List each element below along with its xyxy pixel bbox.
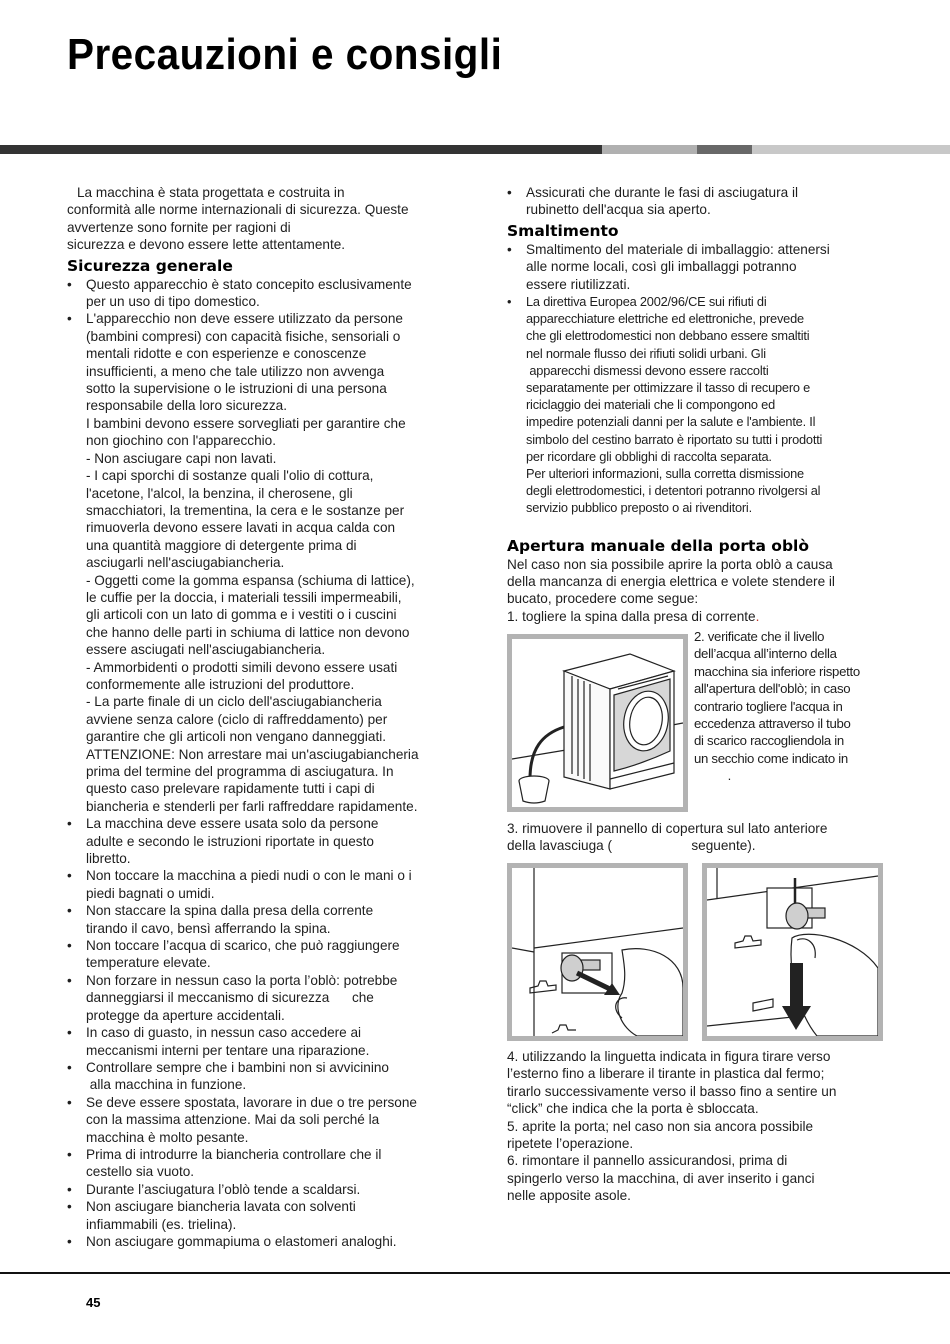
item-line: garantire che gli articoli non vengano danneggiati. — [86, 729, 387, 745]
item-line: Non asciugare gommapiuma o elastomeri analoghi. — [86, 1233, 397, 1249]
footer-rule — [0, 1272, 950, 1274]
item-line: L'apparecchio non deve essere utilizzato da persone — [86, 311, 403, 327]
item-line: alle norme locali, così gli imballaggi potranno — [526, 259, 797, 275]
bullet-icon: • — [67, 868, 72, 884]
item-line: le cuffie per la doccia, i materiali tessili impermeabili, — [86, 589, 402, 605]
item-line: (bambini compresi) con capacità fisiche, sensoriali o — [86, 328, 401, 344]
item-line: protegge da aperture accidentali. — [86, 1007, 285, 1023]
bullet-icon: • — [67, 276, 72, 292]
header-bar-dark — [0, 145, 602, 154]
item-line: Per ulteriori informazioni, sulla corretta dismissione — [526, 466, 804, 482]
step-line: tirarlo successivamente verso il basso fino a sentire un — [507, 1083, 837, 1099]
section-title-door-opening: Apertura manuale della porta oblò — [507, 536, 810, 555]
list-item — [67, 1233, 467, 1250]
pull-tab-down-illustration — [707, 868, 878, 1036]
item-line: questo caso prelevare rapidamente tutti i capi di — [86, 781, 375, 797]
door-intro-line: della mancanza di energia elettrica e volete stendere il — [507, 574, 835, 590]
item-line: una quantità maggiore di detergente prima di — [86, 537, 357, 553]
item-line: essere riutilizzati. — [526, 276, 631, 292]
item-line: conformemente alle istruzioni del produttore. — [86, 676, 355, 692]
step-2-line: di scarico raccogliendola in — [694, 733, 844, 749]
item-line: per ricordare gli obblighi di raccolta separata. — [526, 448, 772, 464]
item-line: prima del termine del programma di asciugatura. In — [86, 764, 394, 779]
item-line: I bambini devono essere sorvegliati per garantire che — [86, 415, 406, 431]
item-line: meccanismi interni per tentare una riparazione. — [86, 1042, 370, 1058]
door-intro — [507, 556, 887, 626]
list-item — [507, 293, 887, 517]
item-line: macchina è molto pesante. — [86, 1129, 249, 1145]
item-line: avviene senza calore (ciclo di raffreddamento) per — [86, 711, 388, 727]
list-item — [67, 276, 467, 311]
pull-tab-outward-illustration — [512, 868, 683, 1036]
bullet-icon: • — [507, 185, 512, 200]
item-line: Assicurati che durante le fasi di asciugatura il — [526, 185, 799, 200]
step-2-line: contrario togliere l'acqua in — [694, 698, 843, 714]
item-line: cestello sia vuoto. — [86, 1164, 195, 1180]
header-bar-mid — [697, 145, 752, 154]
item-line: temperature elevate. — [86, 955, 211, 971]
washing-machine-illustration — [512, 639, 683, 807]
item-line: Non forzare in nessun caso la porta l’oblò: potrebbe — [86, 972, 398, 988]
bullet-icon: • — [507, 294, 512, 310]
step-line: spingerlo verso la macchina, di aver inserito i ganci — [507, 1170, 815, 1186]
list-item — [67, 1094, 467, 1146]
item-line: adulte e secondo le istruzioni riportate in questo — [86, 833, 374, 849]
item-line: - I capi sporchi di sostanze quali l'olio di cottura, — [86, 468, 374, 484]
list-item — [67, 1024, 467, 1059]
item-line: mentali ridotte e con esperienze e conoscenze — [86, 346, 367, 362]
item-line: tirando il cavo, bensì afferrando la spina. — [86, 920, 331, 936]
list-item — [67, 867, 467, 902]
item-line: ATTENZIONE: Non arrestare mai un'asciugabiancheria — [86, 746, 419, 762]
item-line: non giochino con l'apparecchio. — [86, 433, 277, 449]
step-line: 4. utilizzando la linguetta indicata in figura tirare verso — [507, 1049, 831, 1064]
bullet-icon: • — [67, 938, 72, 954]
item-line: apparecchi dismessi devono essere raccolti — [526, 362, 769, 378]
item-line: Controllare sempre che i bambini non si avvicinino — [86, 1059, 389, 1075]
item-line: libretto. — [86, 851, 131, 867]
list-item — [67, 1181, 467, 1198]
item-line: piedi bagnati o umidi. — [86, 885, 215, 901]
section-title-general-safety: Sicurezza generale — [67, 256, 233, 275]
figure-pull-tab-out — [507, 863, 688, 1041]
step-2-line: dell’acqua all’interno della — [694, 646, 837, 662]
item-line: Durante l’asciugatura l’oblò tende a scaldarsi. — [86, 1181, 361, 1197]
step-2 — [694, 628, 889, 785]
item-line: sotto la supervisione o le istruzioni di una persona — [86, 381, 387, 397]
item-line: per un uso di tipo domestico. — [86, 294, 260, 310]
list-item — [67, 815, 467, 867]
item-line: Smaltimento del materiale di imballaggio: attenersi — [526, 241, 830, 257]
page-title: Precauzioni e consigli — [67, 30, 503, 79]
header-bar-light — [602, 145, 697, 154]
item-line: impedire potenziali danni per la salute e l'ambiente. Il — [526, 414, 816, 430]
step-line: 6. rimontare il pannello assicurandosi, prima di — [507, 1153, 788, 1169]
figure-pull-tab-down — [702, 863, 883, 1041]
step-line: ripetete l’operazione. — [507, 1136, 634, 1152]
intro-line: sicurezza e devono essere lette attentamente. — [67, 237, 346, 253]
dryer-list — [507, 184, 887, 219]
bullet-icon: • — [67, 1181, 72, 1197]
item-line: l'acetone, l'alcol, la benzina, il cherosene, gli — [86, 485, 353, 501]
list-item — [67, 937, 467, 972]
list-item — [507, 184, 887, 219]
disposal-list — [507, 241, 887, 517]
bullet-icon: • — [67, 1059, 72, 1075]
step-line: “click” che indica che la porta è sbloccata. — [507, 1101, 759, 1117]
item-line: alla macchina in funzione. — [86, 1077, 247, 1093]
item-line: con la massima attenzione. Mai da soli perché la — [86, 1112, 380, 1128]
item-line: che gli elettrodomestici non debbano essere smaltiti — [526, 328, 810, 344]
step-3-line: 3. rimuovere il pannello di copertura sul lato anteriore — [507, 821, 828, 836]
item-line: In caso di guasto, in nessun caso accedere ai — [86, 1025, 362, 1041]
item-line: - Oggetti come la gomma espansa (schiuma di lattice), — [86, 572, 415, 588]
step-2-line: un secchio come indicato in — [694, 750, 848, 766]
list-item — [67, 902, 467, 937]
item-line: che hanno delle parti in schiuma di lattice non devono — [86, 624, 410, 640]
intro-line: La macchina è stata progettata e costruita in — [77, 185, 345, 200]
item-line: rimuoverla devono essere lavati in acqua calda con — [86, 520, 396, 536]
header-bar-pale — [752, 145, 950, 154]
item-line: Se deve essere spostata, lavorare in due o tre persone — [86, 1094, 417, 1110]
safety-list — [67, 276, 467, 1251]
item-line: - Non asciugare capi non lavati. — [86, 450, 277, 466]
item-line: - Ammorbidenti o prodotti simili devono essere usati — [86, 659, 398, 675]
item-line: La macchina deve essere usata solo da persone — [86, 816, 379, 832]
list-item — [67, 972, 467, 1024]
item-line: smacchiatori, la trementina, la cera e le sostanze per — [86, 502, 405, 518]
step-2-line: eccedenza attraverso il tubo — [694, 716, 851, 732]
intro-paragraph — [67, 184, 467, 254]
bullet-icon: • — [67, 903, 72, 919]
item-line: degli elettrodomestici, i detentori potranno rivolgersi al — [526, 483, 821, 499]
item-line: asciugarli nell'asciugabiancheria. — [86, 555, 285, 571]
bullet-icon: • — [507, 241, 512, 257]
door-intro-line: bucato, procedere come segue: — [507, 591, 699, 607]
item-line: La direttiva Europea 2002/96/CE sui rifiuti di — [526, 294, 767, 310]
step-line: 5. aprite la porta; nel caso non sia ancora possibile — [507, 1118, 814, 1134]
list-item — [67, 1059, 467, 1094]
step-1-dot: . — [755, 608, 760, 624]
page-number: 45 — [86, 1295, 101, 1310]
bullet-icon: • — [67, 972, 72, 988]
bullet-icon: • — [67, 1233, 72, 1249]
list-item — [507, 241, 887, 293]
item-line: separatamente per ottimizzare il tasso di recupero e — [526, 380, 811, 396]
step-2-line: 2. verificate che il livello — [694, 629, 825, 644]
item-line: rubinetto dell'acqua sia aperto. — [526, 202, 711, 218]
steps-4-6 — [507, 1048, 892, 1205]
step-3 — [507, 820, 887, 855]
item-line: Non toccare l’acqua di scarico, che può raggiungere — [86, 938, 400, 954]
step-line: l’esterno fino a liberare il tirante in plastica dal fermo; — [507, 1066, 825, 1082]
item-line: simbolo del cestino barrato è riportato su tutti i prodotti — [526, 431, 823, 447]
item-line: responsabile della loro sicurezza. — [86, 398, 287, 414]
bullet-icon: • — [67, 1146, 72, 1162]
figure-drain-machine — [507, 634, 688, 812]
item-line: - La parte finale di un ciclo dell'asciugabiancheria — [86, 694, 382, 710]
door-intro-line: Nel caso non sia possibile aprire la porta oblò a causa — [507, 556, 833, 572]
item-line: insufficienti, a meno che tale utilizzo non avvenga — [86, 363, 385, 379]
step-2-line: macchina sia inferiore rispetto — [694, 663, 860, 679]
bullet-icon: • — [67, 1025, 72, 1041]
step-line: nelle apposite asole. — [507, 1188, 631, 1204]
item-line: Non toccare la macchina a piedi nudi o con le mani o i — [86, 868, 412, 884]
item-line: gli articoli con un lato di gomma e i vestiti o i cuscini — [86, 607, 397, 623]
bullet-icon: • — [67, 311, 72, 327]
step-3-line: della lavasciuga ( seguente). — [507, 838, 756, 854]
item-line: Non staccare la spina dalla presa della corrente — [86, 903, 374, 919]
item-line: Non asciugare biancheria lavata con solventi — [86, 1199, 356, 1215]
section-title-disposal: Smaltimento — [507, 221, 619, 240]
item-line: danneggiarsi il meccanismo di sicurezza che — [86, 990, 374, 1006]
list-item — [67, 310, 467, 815]
item-line: biancheria e stenderli per farli raffreddare rapidamente. — [86, 798, 418, 814]
bullet-icon: • — [67, 816, 72, 832]
item-line: riciclaggio dei materiali che li compongono ed — [526, 397, 776, 413]
step-1-text: 1. togliere la spina dalla presa di corrente — [507, 608, 756, 624]
step-2-line: . — [694, 768, 732, 784]
item-line: Questo apparecchio è stato concepito esclusivamente — [86, 276, 412, 292]
item-line: servizio pubblico preposto o ai rivenditori. — [526, 500, 752, 516]
item-line: apparecchiature elettriche ed elettroniche, prevede — [526, 311, 804, 327]
step-1 — [507, 608, 887, 625]
bullet-icon: • — [67, 1094, 72, 1110]
list-item — [67, 1198, 467, 1233]
step-2-line: all'apertura dell'oblò; in caso — [694, 681, 851, 697]
intro-line: avvertenze sono fornite per ragioni di — [67, 219, 291, 235]
item-line: infiammabili (es. trielina). — [86, 1216, 237, 1232]
item-line: Prima di introdurre la biancheria controllare che il — [86, 1146, 382, 1162]
left-column — [67, 184, 467, 1250]
item-line: nel normale flusso dei rifiuti solidi urbani. Gli — [526, 345, 766, 361]
item-line: essere asciugati nell'asciugabiancheria. — [86, 642, 326, 658]
list-item — [67, 1146, 467, 1181]
bullet-icon: • — [67, 1199, 72, 1215]
intro-line: conformità alle norme internazionali di sicurezza. Queste — [67, 202, 409, 218]
right-column — [507, 184, 887, 625]
